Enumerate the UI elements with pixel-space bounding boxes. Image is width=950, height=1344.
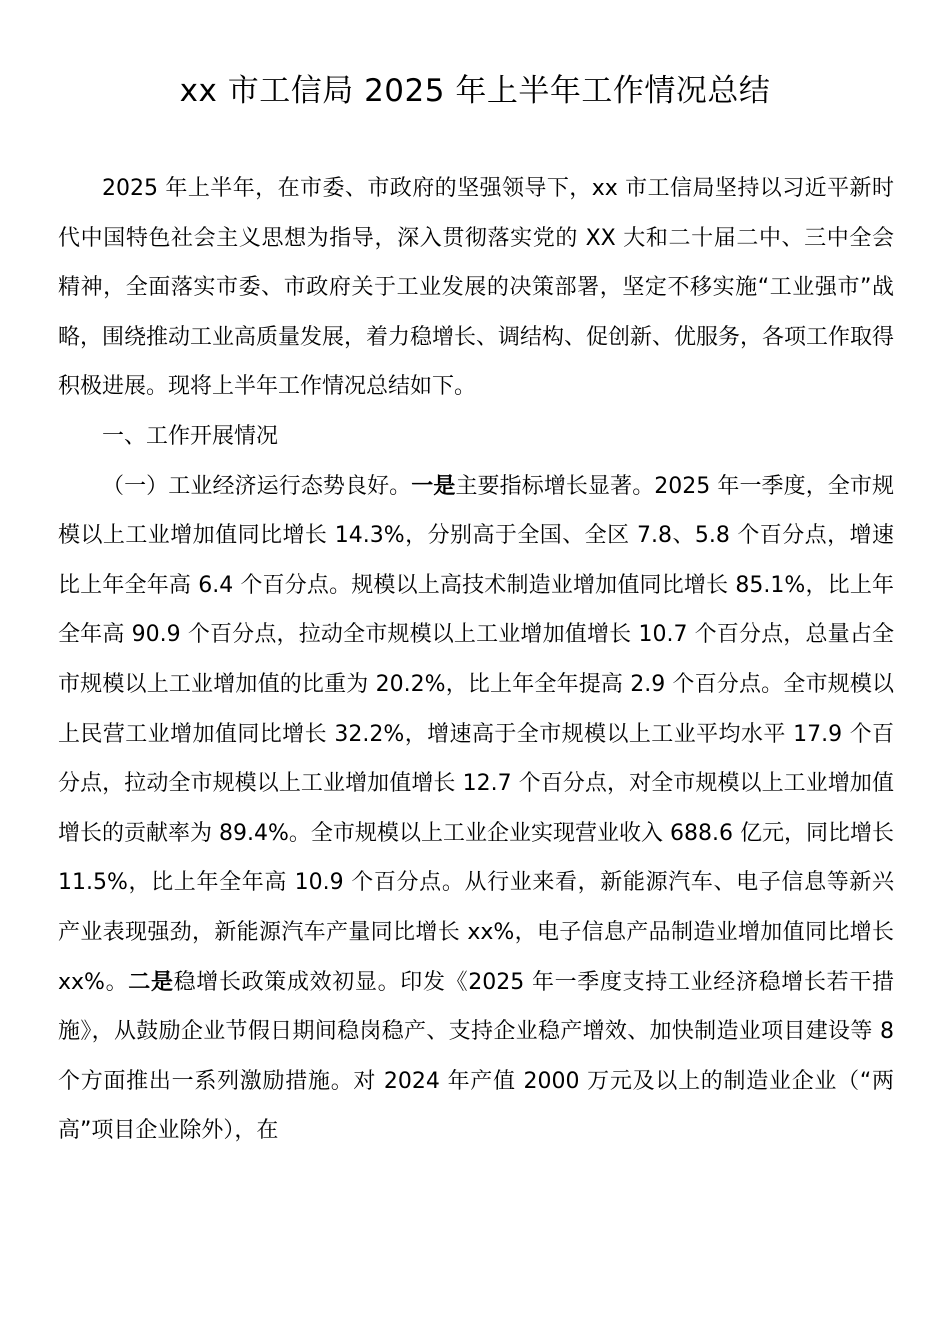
subsection-heading: （一）工业经济运行态势良好。: [102, 473, 412, 499]
point-text-2: 稳增长政策成效初显。印发《2025 年一季度支持工业经济稳增长若干措施》，从鼓励企业节假日期间稳岗稳产、支持企业稳产增效、加快制造业项目建设等 8 个方面推出一系列激励措施。对 2024 年产值 2000 万元及以上的制造业企业（“两高”项目企业除外），在: [58, 969, 894, 1144]
point-text-1: 主要指标增长显著。2025 年一季度，全市规模以上工业增加值同比增长 14.3%，分别高于全国、全区 7.8、5.8 个百分点，增速比上年全年高 6.4 个百分点。规模以上高技术制造业增加值同比增长 85.1%，比上年全年高 90.9 个百分点，拉动全市规模以上工业增加值增长 10.7 个百分点，总量占全市规模以上工业增加值的比重为 20.2%，比上年全年提高 2.9 个百分点。全市规模以上民营工业增加值同比增长 32.2%，增速高于全市规模以上工业平均水平 17.9 个百分点，拉动全市规模以上工业增加值增长 12.7 个百分点，对全市规模以上工业增加值增长的贡献率为 89.4%。全市规模以上工业企业实现营业收入 688.6 亿元，同比增长 11.5%，比上年全年高 10.9 个百分点。从行业来看，新能源汽车、电子信息等新兴产业表现强劲，新能源汽车产量同比增长 xx%，电子信息产品制造业增加值同比增长 xx%。: [58, 473, 894, 995]
document-body: [58, 164, 894, 1156]
section-heading-1: 一、工作开展情况: [102, 423, 279, 449]
point-label-2: 二是: [128, 969, 174, 995]
document-title: xx 市工信局 2025 年上半年工作情况总结: [179, 73, 771, 109]
point-label-1: 一是: [411, 473, 456, 499]
subsection-paragraph-1: [58, 462, 894, 1156]
intro-paragraph: 2025 年上半年，在市委、市政府的坚强领导下，xx 市工信局坚持以习近平新时代中国特色社会主义思想为指导，深入贯彻落实党的 XX 大和二十届二中、三中全会精神，全面落实市委、市政府关于工业发展的决策部署，坚定不移实施“工业强市”战略，围绕推动工业高质量发展，着力稳增长、调结构、促创新、优服务，各项工作取得积极进展。现将上半年工作情况总结如下。: [58, 176, 895, 400]
